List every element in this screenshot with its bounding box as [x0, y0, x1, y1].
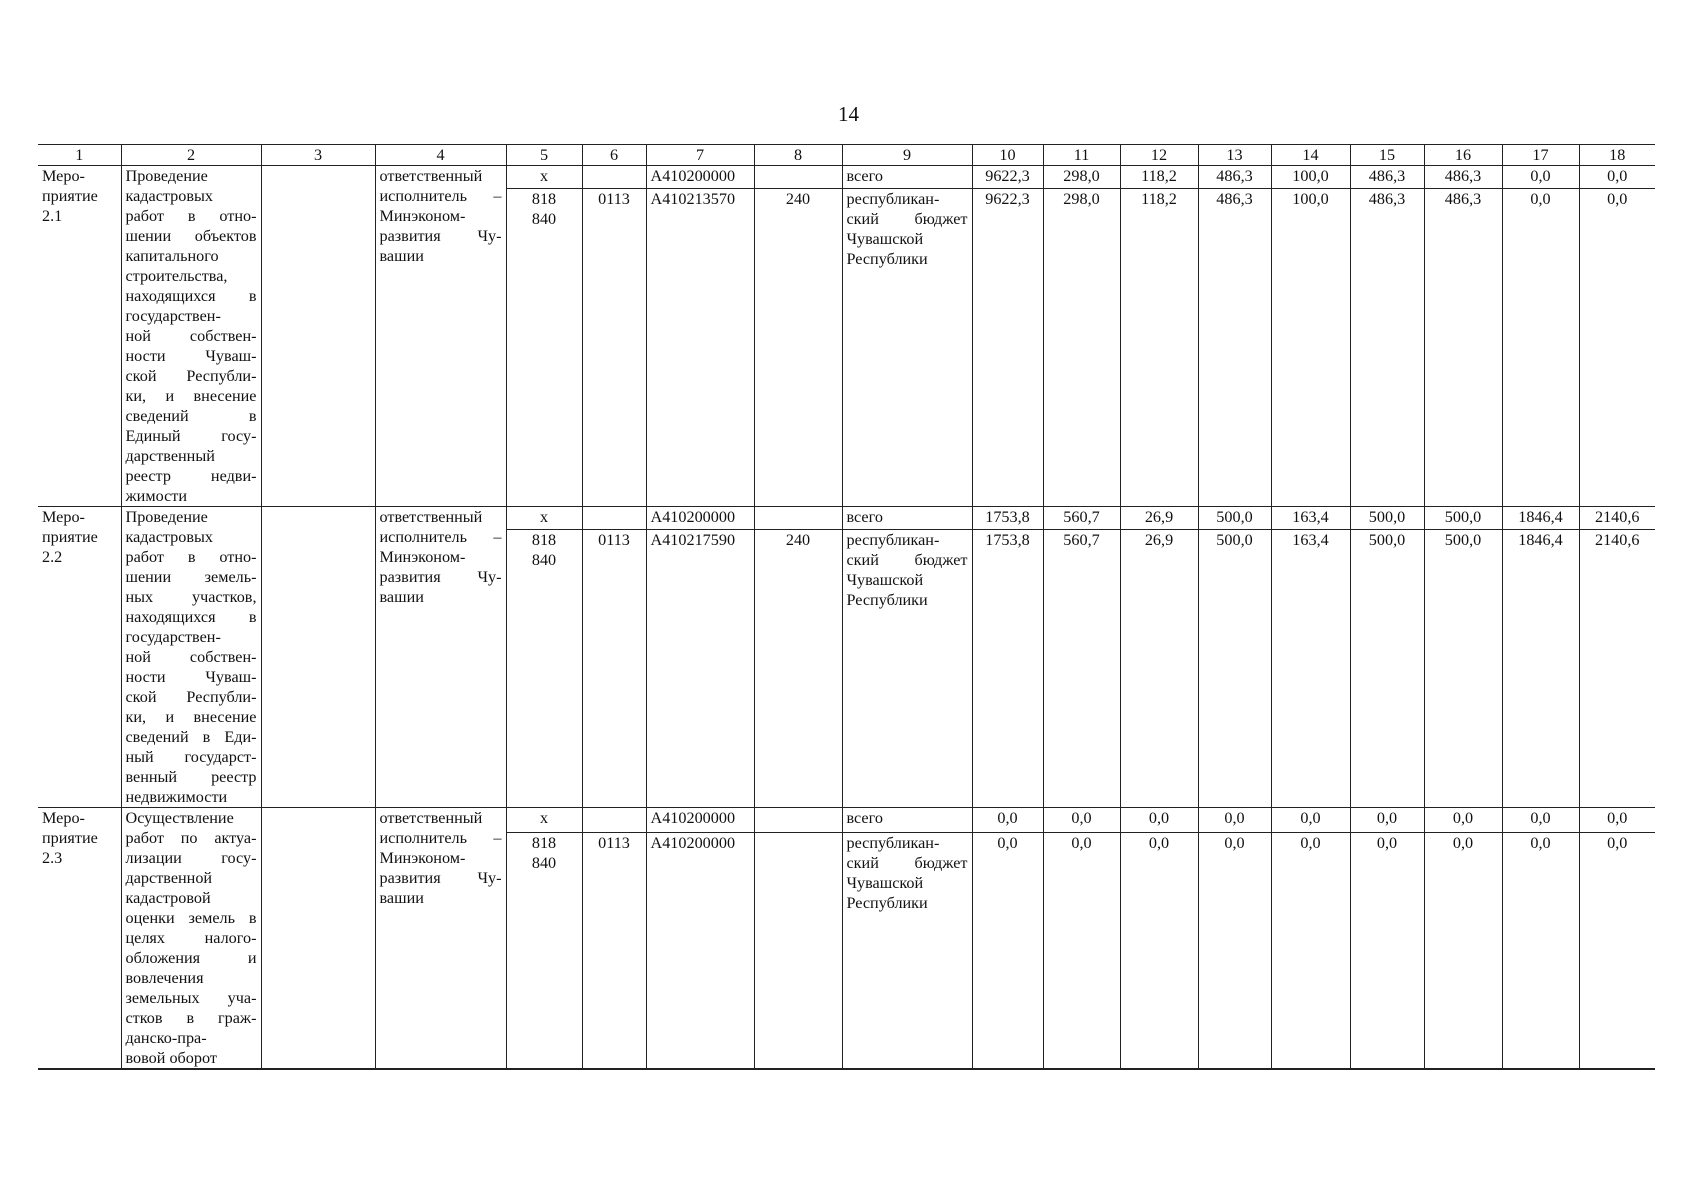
header-row — [38, 145, 1655, 166]
funding-source-cell-line: ский бюджет — [846, 550, 968, 569]
grbs-cell — [506, 188, 582, 506]
year-value-cell: 100,0 — [1271, 166, 1350, 189]
executor-cell — [375, 507, 506, 808]
event-description-line: Проведение — [125, 508, 208, 526]
year-value-cell: 0,0 — [1502, 808, 1579, 833]
year-value-cell: 0,0 — [1350, 832, 1424, 1069]
year-value-cell: 0,0 — [1271, 832, 1350, 1069]
event-description-line: сведений в Еди- — [125, 728, 257, 746]
grbs-cell: x — [506, 166, 582, 189]
event-description-line: кадастровых — [125, 187, 213, 205]
event-description-line: данско-пра- — [125, 1029, 207, 1047]
event-description-line: реестр недви- — [125, 467, 257, 485]
expense-type-cell — [754, 166, 842, 189]
target-article-cell: А410213570 — [646, 188, 754, 506]
page-number: 14 — [838, 102, 859, 126]
section-cell: 0113 — [582, 188, 646, 506]
target-article-cell: А410200000 — [646, 808, 754, 833]
funding-source-cell — [842, 188, 972, 506]
executor-cell-line: развития Чу- — [379, 568, 502, 586]
event-number-line: 2.1 — [42, 207, 63, 225]
executor-cell-line: Минэконом- — [379, 207, 466, 225]
event-description — [121, 808, 261, 1070]
event-description-line: дарственный — [125, 447, 215, 465]
event-description-line: Единый госу- — [125, 427, 257, 445]
event-description-line: ской Республи- — [125, 688, 257, 706]
event-description-line: ности Чуваш- — [125, 347, 257, 365]
event-description-line: кадастровых — [125, 528, 213, 546]
year-value-cell: 560,7 — [1043, 507, 1120, 530]
year-value-cell: 0,0 — [1579, 808, 1655, 833]
funding-source-cell-line: Республики — [846, 249, 928, 268]
executor-cell-line: ответственный — [379, 809, 483, 827]
event-number-line: Меро- — [42, 167, 85, 185]
executor-cell-line: Минэконом- — [379, 548, 466, 566]
executor-cell — [375, 166, 506, 507]
executor-cell-line: ответственный — [379, 508, 483, 526]
year-value-cell: 500,0 — [1424, 529, 1502, 807]
expense-type-cell: 240 — [754, 188, 842, 506]
event-description-line: работ в отно- — [125, 548, 257, 566]
funding-source-cell: всего — [842, 166, 972, 189]
year-value-cell: 0,0 — [1198, 808, 1271, 833]
grbs-cell-line: 840 — [531, 853, 557, 872]
year-value-cell: 0,0 — [1579, 166, 1655, 189]
event-description-line: целях налого- — [125, 929, 257, 947]
year-value-cell: 0,0 — [1043, 832, 1120, 1069]
executor-cell-line: Минэконом- — [379, 849, 466, 867]
target-article-cell: А410200000 — [646, 507, 754, 530]
year-value-cell: 0,0 — [1424, 832, 1502, 1069]
year-value-cell: 486,3 — [1350, 166, 1424, 189]
funding-source-cell-line: Чувашской — [846, 873, 924, 892]
event-description-line: ной собствен- — [125, 648, 257, 666]
event-description-line: жимости — [125, 487, 188, 505]
table-row-total — [38, 166, 1655, 189]
event-number-line: приятие — [42, 187, 98, 205]
year-value-cell: 500,0 — [1198, 529, 1271, 807]
funding-source-cell-line: Республики — [846, 590, 928, 609]
year-value-cell: 0,0 — [1198, 832, 1271, 1069]
funding-source-cell — [842, 832, 972, 1069]
event-description-line: ки, и внесение — [125, 708, 257, 726]
year-value-cell: 1753,8 — [972, 507, 1043, 530]
event-description-line: работ в отно- — [125, 207, 257, 225]
funding-source-cell-line: Чувашской — [846, 229, 924, 248]
year-value-cell: 500,0 — [1198, 507, 1271, 530]
event-description-line: находящихся в — [125, 287, 257, 305]
event-description-line: недвижимости — [125, 788, 228, 806]
year-value-cell: 26,9 — [1120, 507, 1198, 530]
executor-cell-line: вашии — [379, 889, 424, 907]
expense-type-cell — [754, 507, 842, 530]
year-value-cell: 0,0 — [1579, 188, 1655, 506]
event-description-line: обложения и — [125, 949, 257, 967]
funding-source-cell-line: республикан- — [846, 530, 940, 549]
event-description-line: находящихся в — [125, 608, 257, 626]
event-description-line: строительства, — [125, 267, 228, 285]
section-cell — [582, 507, 646, 530]
year-value-cell: 0,0 — [1502, 188, 1579, 506]
executor-cell-line: исполнитель – — [379, 528, 502, 546]
executor-cell-line: исполнитель – — [379, 187, 502, 205]
year-value-cell: 0,0 — [1579, 832, 1655, 1069]
year-value-cell: 0,0 — [1271, 808, 1350, 833]
year-value-cell: 0,0 — [1120, 832, 1198, 1069]
section-cell — [582, 166, 646, 189]
budget-table — [38, 144, 1655, 1070]
column-header-17: 17 — [1502, 145, 1579, 166]
column-header-8: 8 — [754, 145, 842, 166]
event-description-line: ской Республи- — [125, 367, 257, 385]
event-number-line: Меро- — [42, 508, 85, 526]
year-value-cell: 100,0 — [1271, 188, 1350, 506]
funding-source-cell-line: ский бюджет — [846, 853, 968, 872]
event-description-line: ной собствен- — [125, 327, 257, 345]
target-article-cell: А410200000 — [646, 166, 754, 189]
event-description — [121, 507, 261, 808]
grbs-cell — [506, 529, 582, 807]
event-number-line: 2.2 — [42, 548, 63, 566]
grbs-cell-line: 818 — [531, 530, 557, 549]
event-description-line: кадастровой — [125, 889, 211, 907]
year-value-cell: 560,7 — [1043, 529, 1120, 807]
event-description-line: венный реестр — [125, 768, 257, 786]
year-value-cell: 0,0 — [1120, 808, 1198, 833]
event-description-line: вовой оборот — [125, 1049, 217, 1067]
col3-cell — [261, 507, 375, 808]
funding-source-cell-line: Республики — [846, 893, 928, 912]
column-header-6: 6 — [582, 145, 646, 166]
column-header-2: 2 — [121, 145, 261, 166]
grbs-cell: x — [506, 808, 582, 833]
event-description-line: капитального — [125, 247, 219, 265]
year-value-cell: 486,3 — [1198, 166, 1271, 189]
event-description — [121, 166, 261, 507]
section-cell: 0113 — [582, 529, 646, 807]
year-value-cell: 118,2 — [1120, 188, 1198, 506]
event-description-line: ки, и внесение — [125, 387, 257, 405]
event-description-line: ности Чуваш- — [125, 668, 257, 686]
event-description-line: сведений в — [125, 407, 257, 425]
year-value-cell: 0,0 — [1424, 808, 1502, 833]
executor-cell-line: вашии — [379, 247, 424, 265]
funding-source-cell-line: Чувашской — [846, 570, 924, 589]
event-description-line: Осуществление — [125, 809, 234, 827]
year-value-cell: 2140,6 — [1579, 507, 1655, 530]
column-header-4: 4 — [375, 145, 506, 166]
year-value-cell: 486,3 — [1350, 188, 1424, 506]
column-header-5: 5 — [506, 145, 582, 166]
event-description-line: лизации госу- — [125, 849, 257, 867]
event-number — [38, 166, 121, 507]
table-row-total — [38, 808, 1655, 833]
year-value-cell: 0,0 — [972, 808, 1043, 833]
expense-type-cell — [754, 808, 842, 833]
year-value-cell: 0,0 — [1043, 808, 1120, 833]
event-description-line: государствен- — [125, 628, 221, 646]
year-value-cell: 26,9 — [1120, 529, 1198, 807]
column-header-1: 1 — [38, 145, 121, 166]
column-header-12: 12 — [1120, 145, 1198, 166]
grbs-cell — [506, 832, 582, 1069]
event-description-line: ных участков, — [125, 588, 257, 606]
executor-cell-line: развития Чу- — [379, 227, 502, 245]
funding-source-cell: всего — [842, 507, 972, 530]
event-description-line: дарственной — [125, 869, 213, 887]
event-description-line: стков в граж- — [125, 1009, 257, 1027]
year-value-cell: 1753,8 — [972, 529, 1043, 807]
year-value-cell: 298,0 — [1043, 166, 1120, 189]
section-cell — [582, 808, 646, 833]
event-description-line: Проведение — [125, 167, 208, 185]
funding-source-cell-line: ский бюджет — [846, 209, 968, 228]
year-value-cell: 0,0 — [1350, 808, 1424, 833]
event-number-line: 2.3 — [42, 849, 63, 867]
year-value-cell: 486,3 — [1198, 188, 1271, 506]
event-description-line: оценки земель в — [125, 909, 257, 927]
year-value-cell: 0,0 — [1502, 832, 1579, 1069]
col3-cell — [261, 166, 375, 507]
executor-cell — [375, 808, 506, 1070]
year-value-cell: 118,2 — [1120, 166, 1198, 189]
year-value-cell: 500,0 — [1424, 507, 1502, 530]
column-header-11: 11 — [1043, 145, 1120, 166]
year-value-cell: 298,0 — [1043, 188, 1120, 506]
grbs-cell-line: 840 — [531, 550, 557, 569]
event-number-line: приятие — [42, 528, 98, 546]
year-value-cell: 1846,4 — [1502, 507, 1579, 530]
column-header-9: 9 — [842, 145, 972, 166]
executor-cell-line: развития Чу- — [379, 869, 502, 887]
col3-cell — [261, 808, 375, 1070]
column-header-13: 13 — [1198, 145, 1271, 166]
funding-source-cell — [842, 529, 972, 807]
year-value-cell: 486,3 — [1424, 166, 1502, 189]
target-article-cell: А410200000 — [646, 832, 754, 1069]
column-header-18: 18 — [1579, 145, 1655, 166]
year-value-cell: 0,0 — [1502, 166, 1579, 189]
column-header-16: 16 — [1424, 145, 1502, 166]
funding-source-cell-line: республикан- — [846, 189, 940, 208]
year-value-cell: 486,3 — [1424, 188, 1502, 506]
column-header-3: 3 — [261, 145, 375, 166]
funding-source-cell: всего — [842, 808, 972, 833]
year-value-cell: 2140,6 — [1579, 529, 1655, 807]
section-cell: 0113 — [582, 832, 646, 1069]
event-description-line: шении земель- — [125, 568, 257, 586]
expense-type-cell — [754, 832, 842, 1069]
event-description-line: шении объектов — [125, 227, 257, 245]
event-description-line: государствен- — [125, 307, 221, 325]
funding-source-cell-line: республикан- — [846, 833, 940, 852]
column-header-7: 7 — [646, 145, 754, 166]
event-number — [38, 507, 121, 808]
executor-cell-line: ответственный — [379, 167, 483, 185]
year-value-cell: 9622,3 — [972, 188, 1043, 506]
year-value-cell: 9622,3 — [972, 166, 1043, 189]
year-value-cell: 1846,4 — [1502, 529, 1579, 807]
grbs-cell-line: 818 — [531, 833, 557, 852]
column-header-15: 15 — [1350, 145, 1424, 166]
grbs-cell-line: 818 — [531, 189, 557, 208]
year-value-cell: 163,4 — [1271, 507, 1350, 530]
event-number-line: Меро- — [42, 809, 85, 827]
event-description-line: вовлечения — [125, 969, 204, 987]
event-description-line: ный государст- — [125, 748, 257, 766]
grbs-cell-line: 840 — [531, 209, 557, 228]
column-header-14: 14 — [1271, 145, 1350, 166]
event-number — [38, 808, 121, 1070]
executor-cell-line: вашии — [379, 588, 424, 606]
target-article-cell: А410217590 — [646, 529, 754, 807]
executor-cell-line: исполнитель – — [379, 829, 502, 847]
year-value-cell: 0,0 — [972, 832, 1043, 1069]
expense-type-cell: 240 — [754, 529, 842, 807]
event-description-line: работ по актуа- — [125, 829, 257, 847]
event-number-line: приятие — [42, 829, 98, 847]
table-row-total — [38, 507, 1655, 530]
event-description-line: земельных уча- — [125, 989, 257, 1007]
grbs-cell: x — [506, 507, 582, 530]
year-value-cell: 500,0 — [1350, 507, 1424, 530]
year-value-cell: 500,0 — [1350, 529, 1424, 807]
column-header-10: 10 — [972, 145, 1043, 166]
year-value-cell: 163,4 — [1271, 529, 1350, 807]
